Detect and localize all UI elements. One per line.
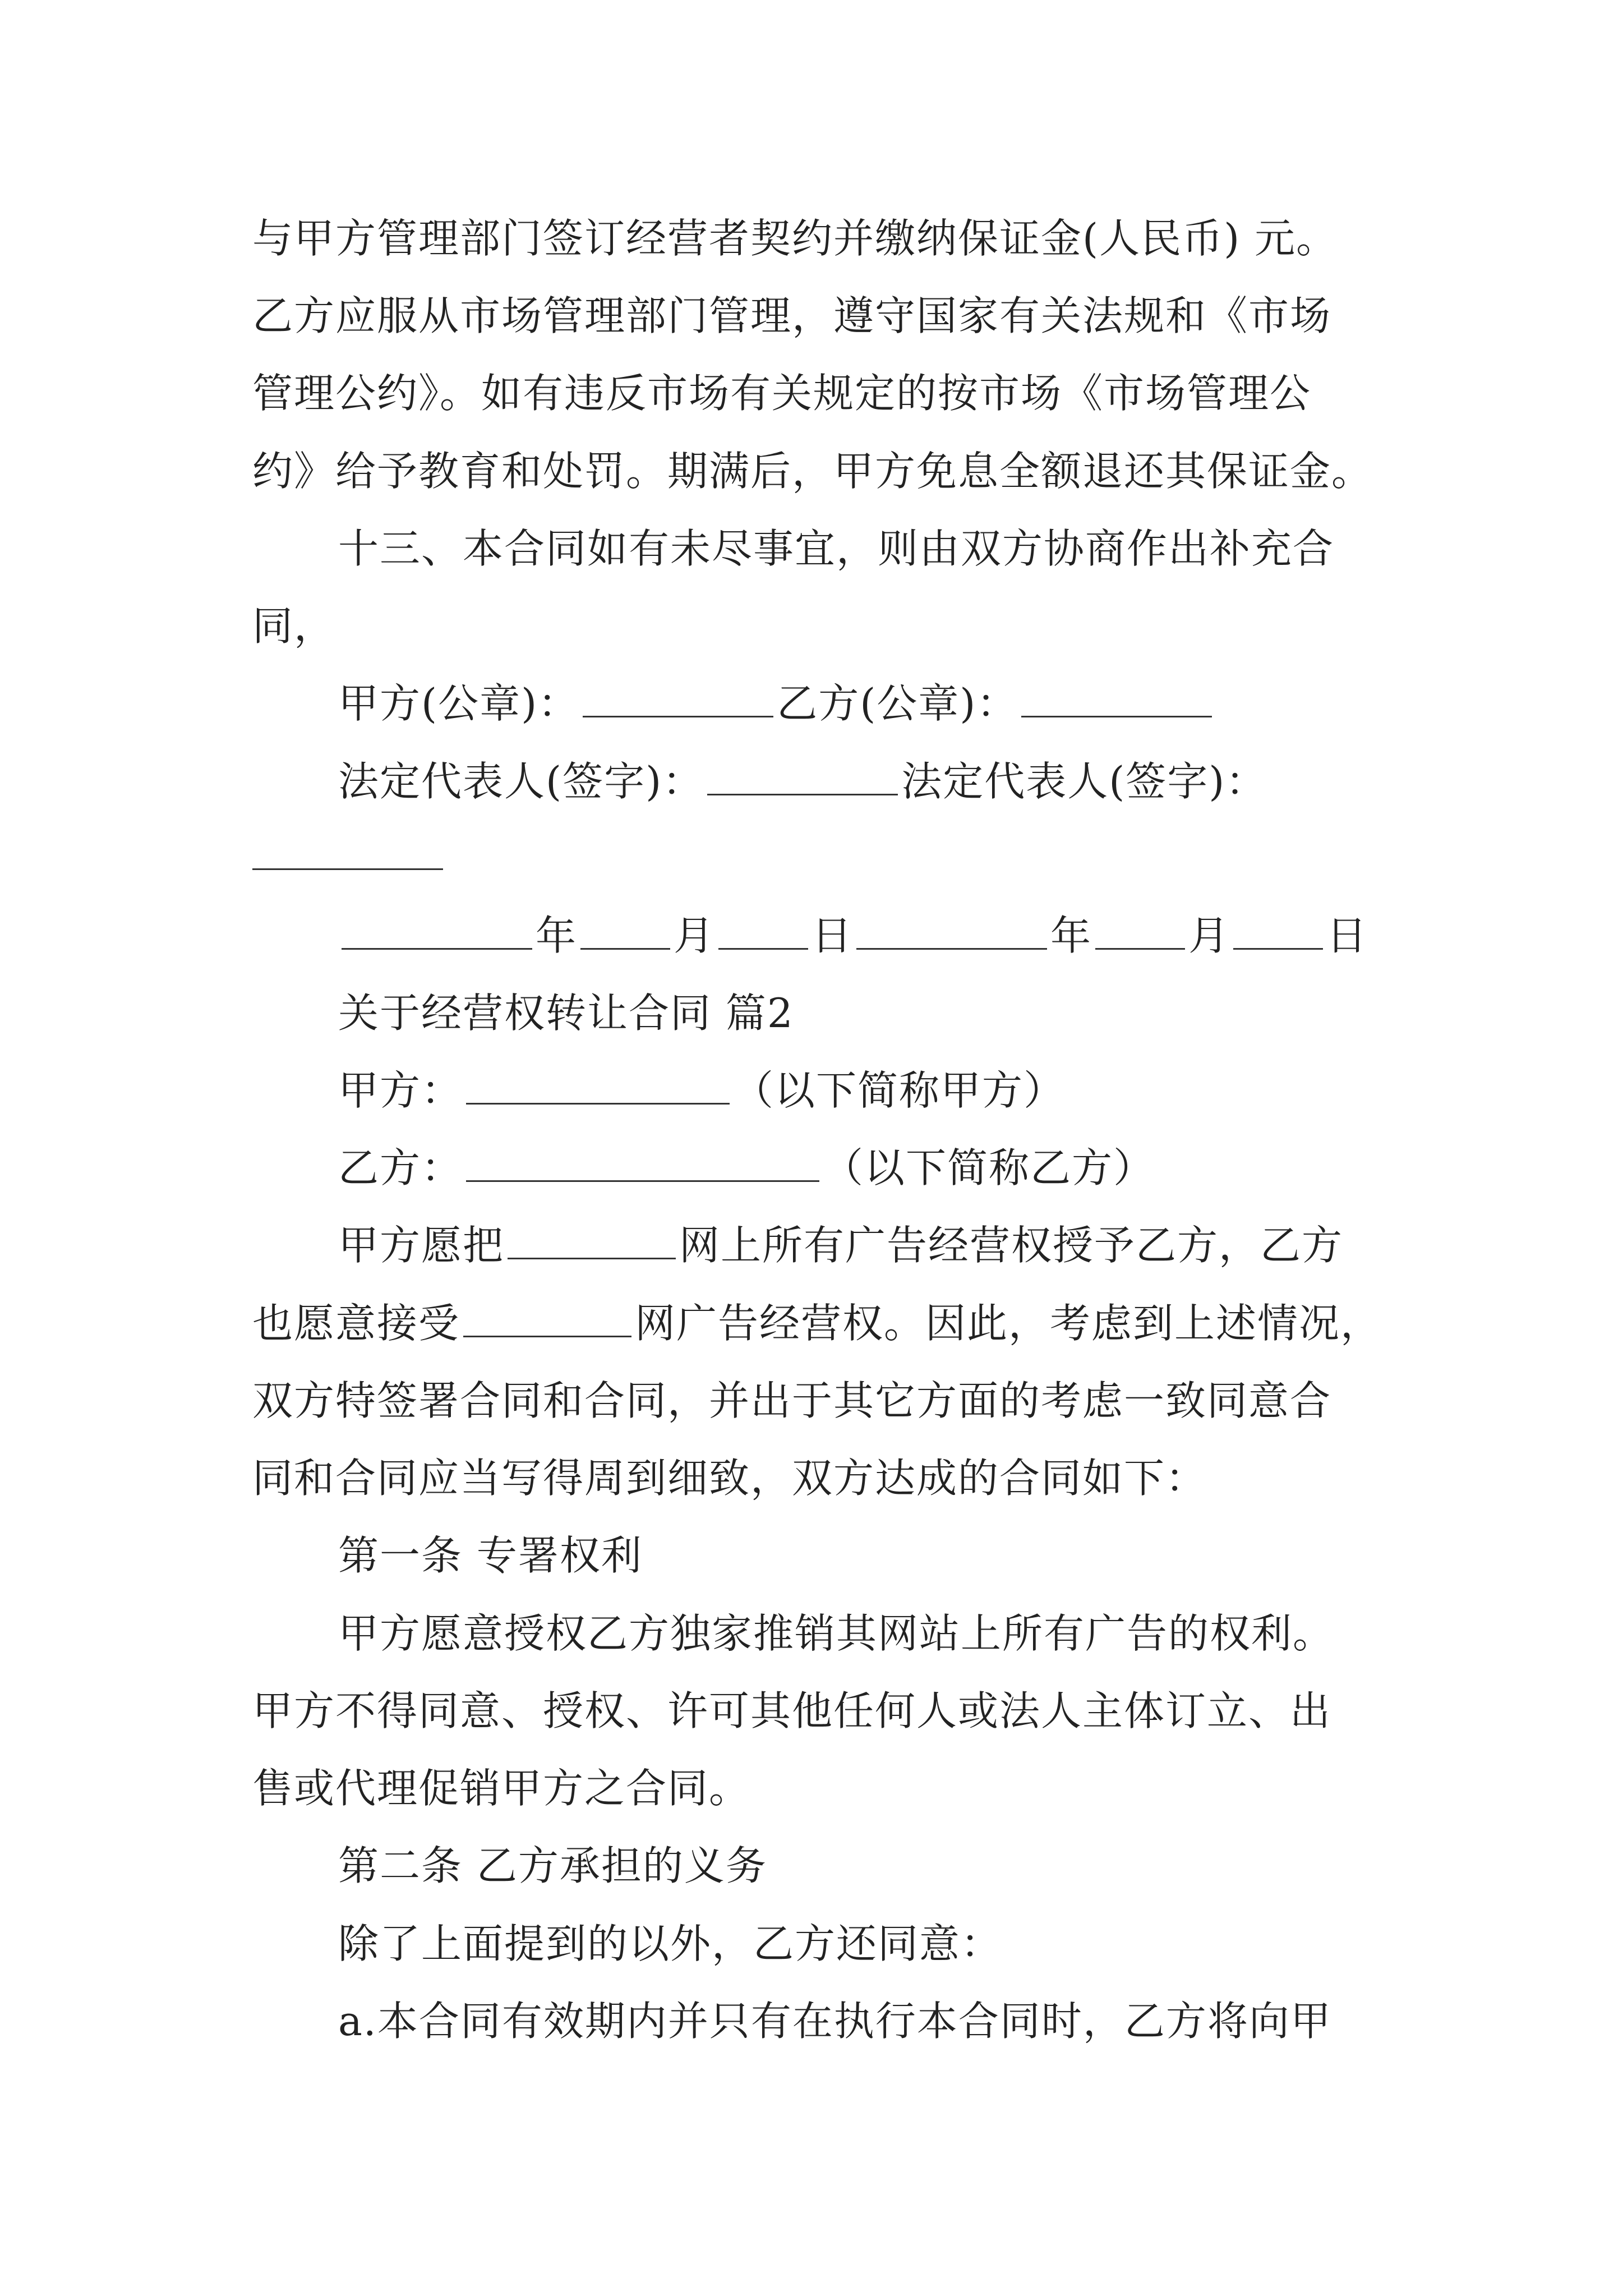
intro-line-1	[338, 1218, 1343, 1272]
legal-rep-a-blank	[707, 757, 898, 795]
intro-l1-a: 甲方愿把	[338, 1222, 505, 1269]
seal-line	[338, 677, 1215, 730]
para-12-line-1: 与甲方管理部门签订经营者契约并缴纳保证金(人民币) 元。	[252, 215, 1338, 262]
year-b-blank	[856, 911, 1047, 950]
party-a-blank	[466, 1066, 730, 1105]
intro-l1-b: 网上所有广告经营权授予乙方，乙方	[679, 1222, 1344, 1269]
para-13-line-1: 十三、本合同如有未尽事宜，则由双方协商作出补充合	[338, 525, 1335, 572]
para-12-line-2: 乙方应服从市场管理部门管理，遵守国家有关法规和《市场	[252, 292, 1332, 339]
party-b-note: （以下简称乙方）	[823, 1144, 1155, 1191]
intro-line-4: 同和合同应当写得周到细致，双方达成的合同如下：	[252, 1455, 1207, 1502]
article-1-line-1: 甲方愿意授权乙方独家推销其网站上所有广告的权利。	[338, 1610, 1335, 1657]
party-a-label: 甲方：	[338, 1067, 463, 1114]
party-a-line	[338, 1064, 1065, 1117]
date-line	[338, 909, 1368, 963]
article-1-line-2: 甲方不得同意、授权、许可其他任何人或法人主体订立、出	[252, 1687, 1332, 1734]
day-b-blank	[1233, 911, 1323, 950]
para-13-line-2: 同，	[252, 602, 336, 650]
intro-line-2	[252, 1296, 1382, 1350]
year-b-label: 年	[1050, 912, 1092, 959]
legal-rep-b-blank	[252, 868, 443, 870]
party-b-label: 乙方：	[338, 1144, 463, 1191]
day-a-label: 日	[811, 912, 854, 959]
year-a-blank	[342, 911, 532, 950]
party-a-note: （以下简称甲方）	[733, 1067, 1066, 1114]
month-b-label: 月	[1188, 912, 1230, 959]
party-b-line	[338, 1141, 1155, 1195]
party-a-seal-blank	[583, 679, 773, 717]
article-1-title: 第一条 专署权利	[338, 1532, 643, 1579]
month-b-blank	[1095, 911, 1185, 950]
legal-rep-line	[338, 754, 1267, 808]
party-b-seal-blank	[1021, 679, 1212, 717]
article-2-line-1: 除了上面提到的以外，乙方还同意：	[338, 1920, 1003, 1967]
year-a-label: 年	[536, 912, 578, 959]
section-2-title: 关于经营权转让合同 篇2	[338, 990, 794, 1037]
party-b-blank	[466, 1143, 819, 1182]
month-a-blank	[580, 911, 670, 950]
intro-line-3: 双方特签署合同和合同，并出于其它方面的考虑一致同意合	[252, 1377, 1332, 1424]
day-b-label: 日	[1326, 912, 1368, 959]
para-12-line-3: 管理公约》。如有违反市场有关规定的按市场《市场管理公	[252, 370, 1312, 417]
intro-website-blank-1	[508, 1221, 676, 1259]
intro-l2-a: 也愿意接受	[252, 1300, 460, 1347]
intro-website-blank-2	[463, 1299, 631, 1337]
party-b-seal-label: 乙方(公章)：	[777, 680, 1018, 727]
article-2-line-2: a.本合同有效期内并只有在执行本合同时，乙方将向甲	[338, 1998, 1332, 2045]
day-a-blank	[718, 911, 808, 950]
article-2-title: 第二条 乙方承担的义务	[338, 1842, 767, 1889]
party-a-seal-label: 甲方(公章)：	[338, 680, 580, 727]
legal-rep-b-label: 法定代表人(签字)：	[901, 758, 1267, 805]
article-1-line-3: 售或代理促销甲方之合同。	[252, 1765, 751, 1812]
para-12-line-4: 约》给予教育和处罚。期满后，甲方免息全额退还其保证金。	[252, 448, 1373, 495]
legal-rep-a-label: 法定代表人(签字)：	[338, 758, 704, 805]
intro-l2-b: 网广告经营权。因此，考虑到上述情况，	[635, 1300, 1382, 1347]
month-a-label: 月	[674, 912, 716, 959]
